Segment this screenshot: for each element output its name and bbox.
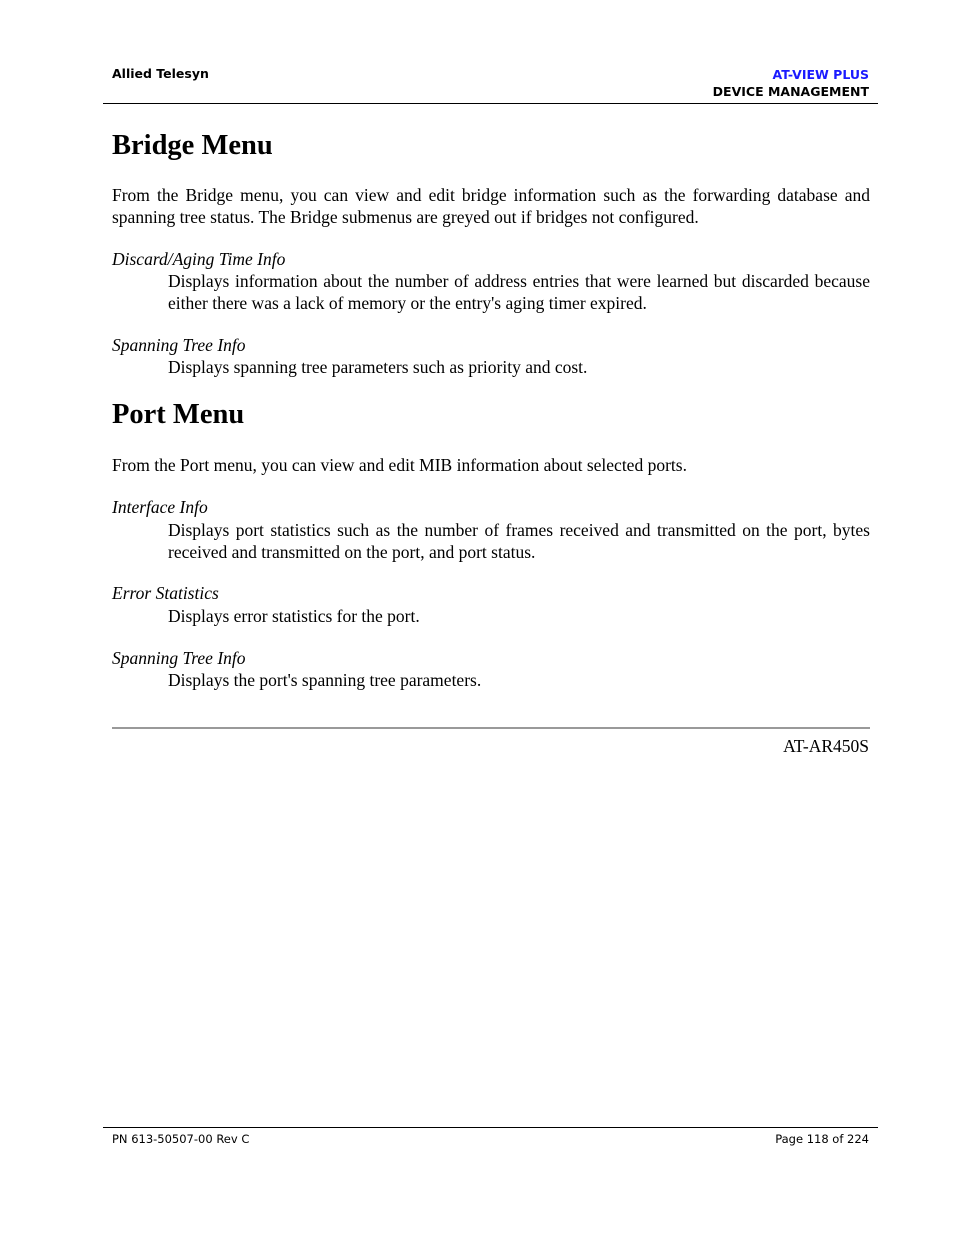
port-item-term: Error Statistics [112, 583, 219, 603]
port-item-term: Interface Info [112, 497, 208, 517]
bridge-menu-heading: Bridge Menu [112, 130, 273, 161]
bridge-item-desc: Displays spanning tree parameters such as priority and cost. [168, 357, 588, 377]
port-item-desc: Displays port statistics such as the number of frames received and transmitted on the port, bytes received and transmitted on the port, and port status. [168, 520, 870, 562]
header-section: DEVICE MANAGEMENT [712, 84, 869, 99]
model-label: AT-AR450S [783, 736, 869, 756]
header-company: Allied Telesyn [112, 66, 209, 81]
port-item-desc: Displays error statistics for the port. [168, 606, 420, 626]
header-title-block [713, 66, 869, 100]
footer-part-number: PN 613-50507-00 Rev C [112, 1132, 250, 1146]
header-divider [103, 103, 878, 104]
bridge-item-term: Spanning Tree Info [112, 335, 246, 355]
footer-divider [103, 1127, 878, 1128]
port-intro: From the Port menu, you can view and edit MIB information about selected ports. [112, 455, 687, 475]
bridge-intro: From the Bridge menu, you can view and edit bridge information such as the forwarding database and spanning tree status. The Bridge submenus are greyed out if bridges not configured. [112, 185, 870, 227]
section-end-divider [112, 727, 870, 729]
bridge-item-term: Discard/Aging Time Info [112, 249, 286, 269]
bridge-item-desc: Displays information about the number of address entries that were learned but discarded because either there was a lack of memory or the entry's aging timer expired. [168, 271, 870, 313]
header-product: AT-VIEW PLUS [772, 67, 869, 82]
port-menu-heading: Port Menu [112, 399, 245, 430]
port-item-desc: Displays the port's spanning tree parameters. [168, 670, 482, 690]
footer-page-number: Page 118 of 224 [775, 1132, 869, 1146]
port-item-term: Spanning Tree Info [112, 648, 246, 668]
